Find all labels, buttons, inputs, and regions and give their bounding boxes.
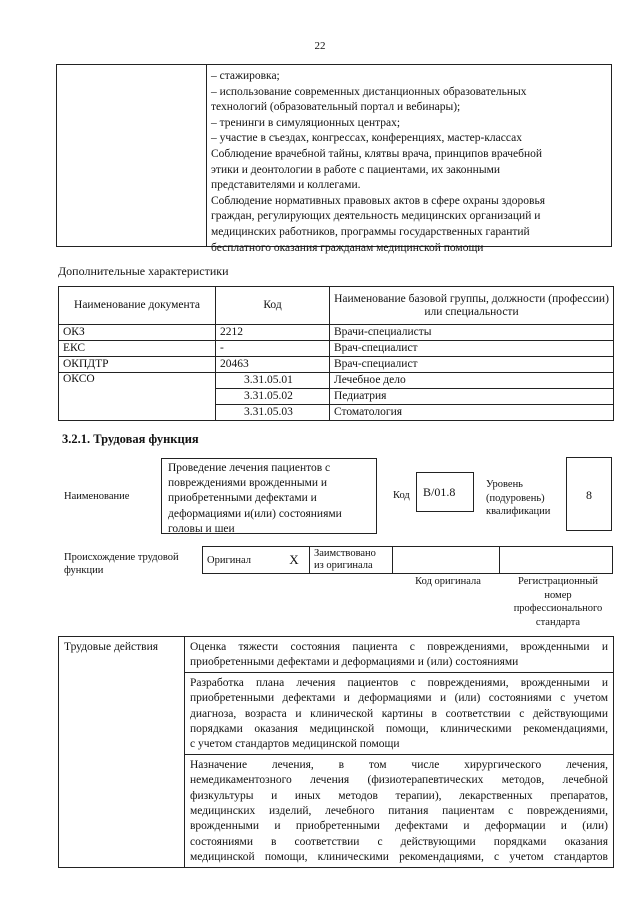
doc-cell: ЕКС <box>59 341 216 357</box>
header-document: Наименование документа <box>59 287 216 325</box>
table-row <box>59 357 614 373</box>
action-line: с учетом стандартов медицинской помощи <box>190 738 400 751</box>
column-divider <box>206 65 207 246</box>
text-line: медицинских работников, программы государственных гарантий <box>211 225 530 238</box>
continuation-table <box>56 64 612 254</box>
function-code: B/01.8 <box>423 485 456 499</box>
text-line: этики и деонтологии в работе с пациентами, их законными <box>211 163 500 176</box>
text-line: представителями и коллегами. <box>211 179 361 192</box>
name-cell: Врач-специалист <box>330 341 614 357</box>
table-row <box>59 341 614 357</box>
action-line: физкультуры и иных методов терапии), лекарственных препаратов, <box>190 789 608 802</box>
action-item <box>185 672 614 754</box>
code-label: Код <box>393 490 410 501</box>
code-cell: 3.31.05.02 <box>216 389 330 405</box>
original-label: Оригинал <box>207 554 251 566</box>
action-item <box>185 637 614 673</box>
caption-line: стандарта <box>535 616 581 628</box>
function-name-line: деформациями и(или) состояниями <box>168 507 342 520</box>
code-cell: 3.31.05.03 <box>216 405 330 421</box>
doc-cell: ОКСО <box>59 373 216 421</box>
name-cell: Лечебное дело <box>330 373 614 389</box>
origin-label-line: Происхождение трудовой <box>64 552 179 563</box>
text-line: граждан, регулирующих деятельность медицинских организаций и <box>211 210 541 223</box>
header-code: Код <box>216 287 330 325</box>
original-code-caption: Код оригинала <box>415 576 481 587</box>
page-number: 22 <box>314 40 326 52</box>
action-line: диагноза, возраста и клинической картины в соответствии с действующими <box>190 707 608 720</box>
name-cell: Стоматология <box>330 405 614 421</box>
code-cell: 20463 <box>216 357 330 373</box>
text-line: бесплатного оказания гражданам медицинской помощи <box>211 241 484 254</box>
origin-label-line: функции <box>64 565 104 576</box>
function-name-box <box>161 458 377 534</box>
action-line: врожденными и приобретенными дефектами и деформации и (или) <box>190 820 608 833</box>
text-line: – тренинги в симуляционных центрах; <box>211 116 401 129</box>
action-line: состояниями в соответствии с действующими порядками оказания <box>190 835 608 848</box>
action-line: немедикаментозного лечения (физиотерапевтических методов, лечебной <box>190 774 608 787</box>
caption-line: номер <box>544 589 572 601</box>
doc-cell: ОКЗ <box>59 325 216 341</box>
text-line: – участие в съездах, конгрессах, конференциях, мастер-классах <box>211 132 522 145</box>
additional-characteristics-title: Дополнительные характеристики <box>58 264 229 278</box>
name-cell: Врач-специалист <box>330 357 614 373</box>
registration-number-caption <box>502 575 614 629</box>
function-name-line: головы и шеи <box>168 522 235 535</box>
origin-label <box>64 551 179 577</box>
text-line: Соблюдение нормативных правовых актов в сфере охраны здоровья <box>211 194 545 207</box>
action-line: Назначение лечения, в том числе хирургического лечения, <box>190 758 608 771</box>
original-code-cell <box>393 547 500 574</box>
action-line: Разработка плана лечения пациентов с повреждениями, врожденными и <box>190 676 608 689</box>
level-label-line: Уровень <box>486 479 523 490</box>
text-line: Соблюдение врачебной тайны, клятвы врача, принципов врачебной <box>211 147 543 160</box>
borrowed-line: Заимствовано <box>314 548 376 559</box>
level-label-line: квалификации <box>486 506 551 517</box>
qualification-level-box <box>566 457 612 531</box>
original-mark: X <box>279 547 310 574</box>
table-row <box>59 373 614 389</box>
function-code-box <box>416 472 474 512</box>
caption-line: профессионального <box>513 603 603 614</box>
continuation-text <box>211 69 607 256</box>
action-line: приобретенными дефектами и деформациями и (или) состояниями с учетом <box>190 692 608 705</box>
actions-label: Трудовые действия <box>59 637 185 868</box>
section-title: 3.2.1. Трудовая функция <box>62 432 199 446</box>
borrowed-line: из оригинала <box>314 560 373 571</box>
action-line: Оценка тяжести состояния пациента с повреждениями, врожденными и <box>190 641 608 653</box>
borrowed-cell <box>310 547 393 574</box>
function-name-line: приобретенными дефектами и <box>168 492 317 505</box>
caption-line: Регистрационный <box>518 576 598 587</box>
header-name: Наименование базовой группы, должности (профессии) или специальности <box>330 287 614 325</box>
text-line: – стажировка; <box>211 70 280 82</box>
level-label <box>486 478 550 519</box>
code-cell: - <box>216 341 330 357</box>
name-label: Наименование <box>64 491 130 502</box>
action-item <box>185 754 614 867</box>
level-label-line: (подуровень) <box>486 492 545 504</box>
registration-number-cell <box>500 547 613 574</box>
function-name-line: Проведение лечения пациентов с <box>168 462 331 474</box>
action-line: медицинских изделий, лечебного питания пациентам с повреждениями, <box>190 805 608 818</box>
function-name-line: повреждениями врожденными и <box>168 477 328 490</box>
name-cell: Педиатрия <box>330 389 614 405</box>
action-line: приобретенными дефектами и деформациями и (или) состояниями <box>190 656 519 669</box>
text-line: технологий (образовательный портал и вебинары); <box>211 101 461 114</box>
original-cell <box>203 547 280 574</box>
origin-table <box>202 546 613 574</box>
action-line: порядками оказания медицинской помощи, клиническими рекомендациями, <box>190 723 608 736</box>
text-line: – использование современных дистанционных образовательных <box>211 85 527 98</box>
qualification-level: 8 <box>586 488 592 502</box>
labor-actions-table <box>58 636 614 868</box>
doc-cell: ОКПДТР <box>59 357 216 373</box>
name-cell: Врачи-специалисты <box>330 325 614 341</box>
code-cell: 2212 <box>216 325 330 341</box>
code-cell: 3.31.05.01 <box>216 373 330 389</box>
action-line: медицинской помощи, клиническими рекомендациями, с учетом стандартов <box>190 851 608 864</box>
characteristics-table <box>58 286 614 421</box>
table-row <box>59 325 614 341</box>
